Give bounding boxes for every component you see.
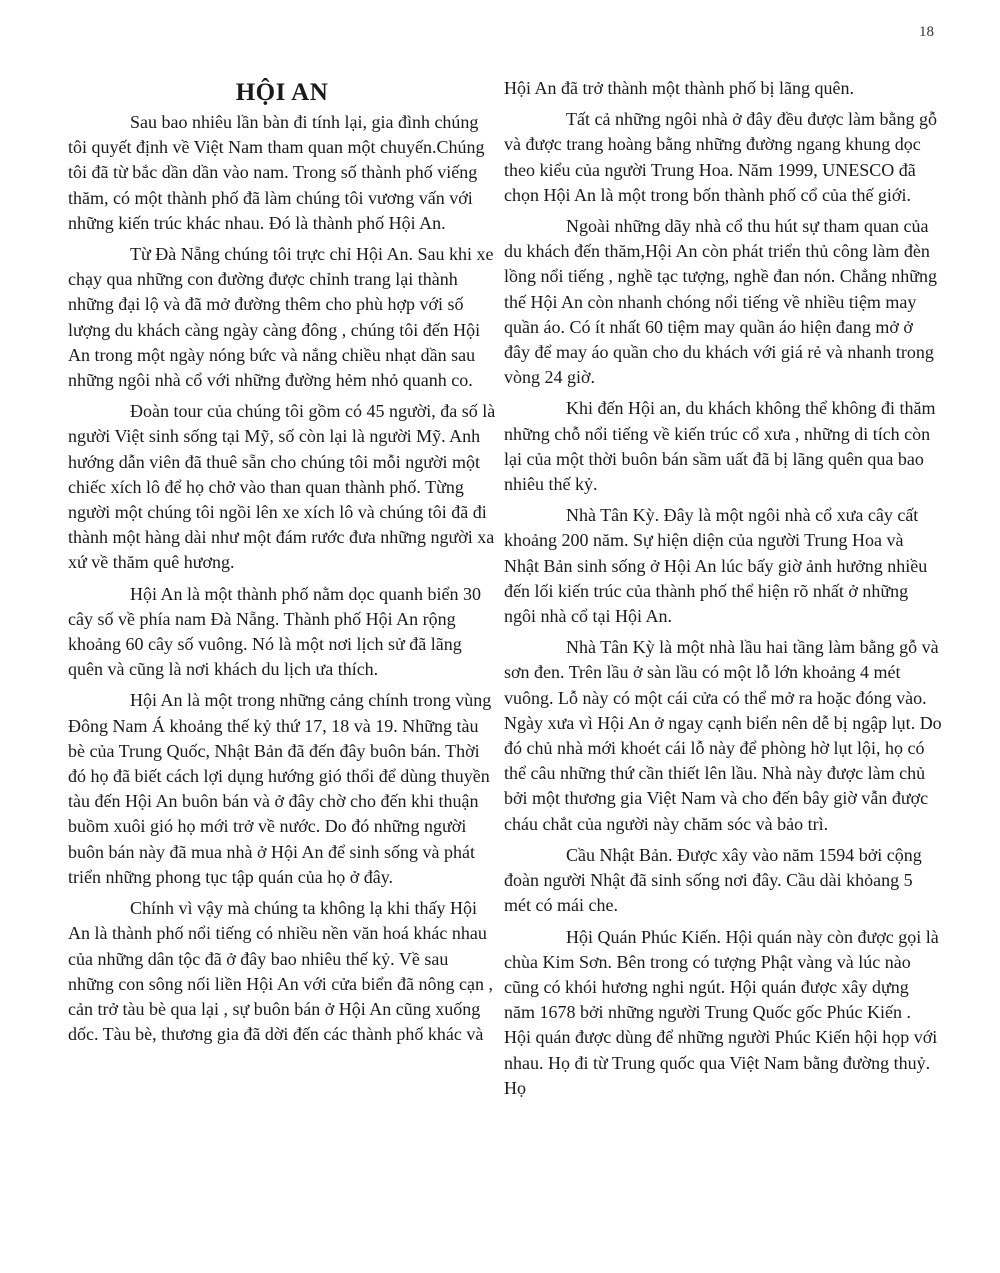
paragraph: Hội Quán Phúc Kiến. Hội quán này còn được gọi là chùa Kim Sơn. Bên trong có tượng Phật vàng và lúc nào cũng có khói hương nghi ngút. Hội quán được xây dựng năm 1678 bởi những người Trung Quốc gốc Phúc Kiến . Hội quán được dùng để những người Phúc Kiến hội họp với nhau. Họ đi từ Trung quốc qua Việt Nam bằng đường thuỷ. Họ bbox=[504, 926, 939, 1098]
paragraph: Nhà Tân Kỳ. Đây là một ngôi nhà cổ xưa cây cất khoảng 200 năm. Sự hiện diện của người Trung Hoa và Nhật Bản sinh sống ở Hội An lúc bấy giờ ảnh hưởng nhiều đến lối kiến trúc của thành phố thể hiện rõ nhất ở những ngôi nhà cổ tại Hội An. bbox=[504, 505, 928, 627]
paragraph: Khi đến Hội an, du khách không thể không đi thăm những chỗ nổi tiếng về kiến trúc cổ xưa , những di tích còn lại của một thời buôn bán sầm uất đã bị lãng quên qua bao nhiêu thế kỷ. bbox=[504, 398, 936, 495]
paragraph-continuation: Hội An đã trở thành một thành phố bị lãng quên. bbox=[504, 78, 854, 98]
page-number: 18 bbox=[919, 24, 934, 40]
right-column bbox=[504, 76, 942, 1107]
article-title: HỘI AN bbox=[235, 79, 329, 106]
paragraph: Hội An là một thành phố nằm dọc quanh biển 30 cây số về phía nam Đà Nẵng. Thành phố Hội An rộng khoảng 60 cây số vuông. Nó là một nơi lịch sử đã lãng quên và cũng là nơi khách du lịch ưa thích. bbox=[68, 583, 481, 680]
paragraph: Sau bao nhiêu lần bàn đi tính lại, gia đình chúng tôi quyết định về Việt Nam tham quan một chuyến.Chúng tôi đã từ bắc dần dần vào nam. Trong số thành phố viếng thăm, có một thành phố đã làm chúng tôi vương vấn với những kiến trúc khác nhau. Đó là thành phố Hội An. bbox=[68, 112, 485, 233]
paragraph: Hội An là một trong những cảng chính trong vùng Đông Nam Á khoảng thế kỷ thứ 17, 18 và 19. Những tàu bè của Trung Quốc, Nhật Bản đã đến đây buôn bán. Thời đó họ đã biết cách lợi dụng hướng gió thổi để dùng thuyền tàu đến Hội An buôn bán và ở đây chờ cho đến khi thuận buồm xuôi gió họ mới trở về nước. Do đó những người buôn bán này đã mua nhà ở Hội An để sinh sống và phát triển những phong tục tập quán của họ ở đây. bbox=[68, 690, 492, 887]
paragraph: Tất cả những ngôi nhà ở đây đều được làm bằng gỗ và được trang hoàng bằng những đường ngang khung dọc theo kiểu của người Trung Hoa. Năm 1999, UNESCO đã chọn Hội An là một trong bốn thành phố cổ của thế giới. bbox=[504, 109, 937, 205]
paragraph: Đoàn tour của chúng tôi gồm có 45 người, đa số là người Việt sinh sống tại Mỹ, số còn lại là người Mỹ. Anh hướng dẫn viên đã thuê sẵn cho chúng tôi mỗi người một chiếc xích lô để họ chở vào than quan thành phố. Từng người một chúng tôi ngồi lên xe xích lô và chúng tôi đã đi thành một hàng dài như một đám rước đưa những người xa xứ về thăm quê hương. bbox=[68, 401, 496, 573]
left-column bbox=[68, 78, 496, 1053]
paragraph: Chính vì vậy mà chúng ta không lạ khi thấy Hội An là thành phố nổi tiếng có nhiều nền văn hoá khác nhau của những dân tộc đã ở đây bao nhiêu thế kỷ. Về sau những con sông nối liền Hội An với cửa biển đã nông cạn , cản trở tàu bè qua lại , sự buôn bán ở Hội An cũng xuống dốc. Tàu bè, thương gia đã dời đến các thành phố khác và bbox=[68, 898, 493, 1045]
paragraph: Từ Đà Nẵng chúng tôi trực chỉ Hội An. Sau khi xe chạy qua những con đường được chỉnh trang lại thành những đại lộ và đã mở đường thêm cho phù hợp với số lượng du khách càng ngày càng đông , chúng tôi đến Hội An trong một ngày nóng bức và nắng chiều nhạt dần sau những ngôi nhà cổ với những đường hẻm nhỏ quanh co. bbox=[68, 244, 494, 391]
paragraph: Nhà Tân Kỳ là một nhà lầu hai tầng làm bằng gỗ và sơn đen. Trên lầu ở sàn lầu có một lỗ lớn khoảng 4 mét vuông. Lỗ này có một cái cửa có thể mở ra hoặc đóng vào. Ngày xưa vì Hội An ở ngay cạnh biển nên dễ bị ngập lụt. Do đó chủ nhà mới khoét cái lỗ này để phòng hờ lụt lội, họ có thể câu những thứ cần thiết lên lầu. Nhà này được làm chủ bởi một thương gia Việt Nam và cho đến bây giờ vẫn được cháu chắt của người này chăm sóc và bảo trì. bbox=[504, 637, 942, 834]
paragraph: Cầu Nhật Bản. Được xây vào năm 1594 bởi cộng đoàn người Nhật đã sinh sống nơi đây. Cầu dài khỏang 5 mét có mái che. bbox=[504, 844, 922, 916]
paragraph: Ngoài những dãy nhà cổ thu hút sự tham quan của du khách đến thăm,Hội An còn phát triển thủ công làm đèn lồng nổi tiếng , nghề tạc tượng, nghề đan nón. Chẳng những thế Hội An còn nhanh chóng nổi tiếng về nhiều tiệm may quần áo. Có ít nhất 60 tiệm may quần áo hiện đang mở ở đây để may áo quần cho du khách với giá rẻ và nhanh trong vòng 24 giờ. bbox=[504, 216, 937, 388]
